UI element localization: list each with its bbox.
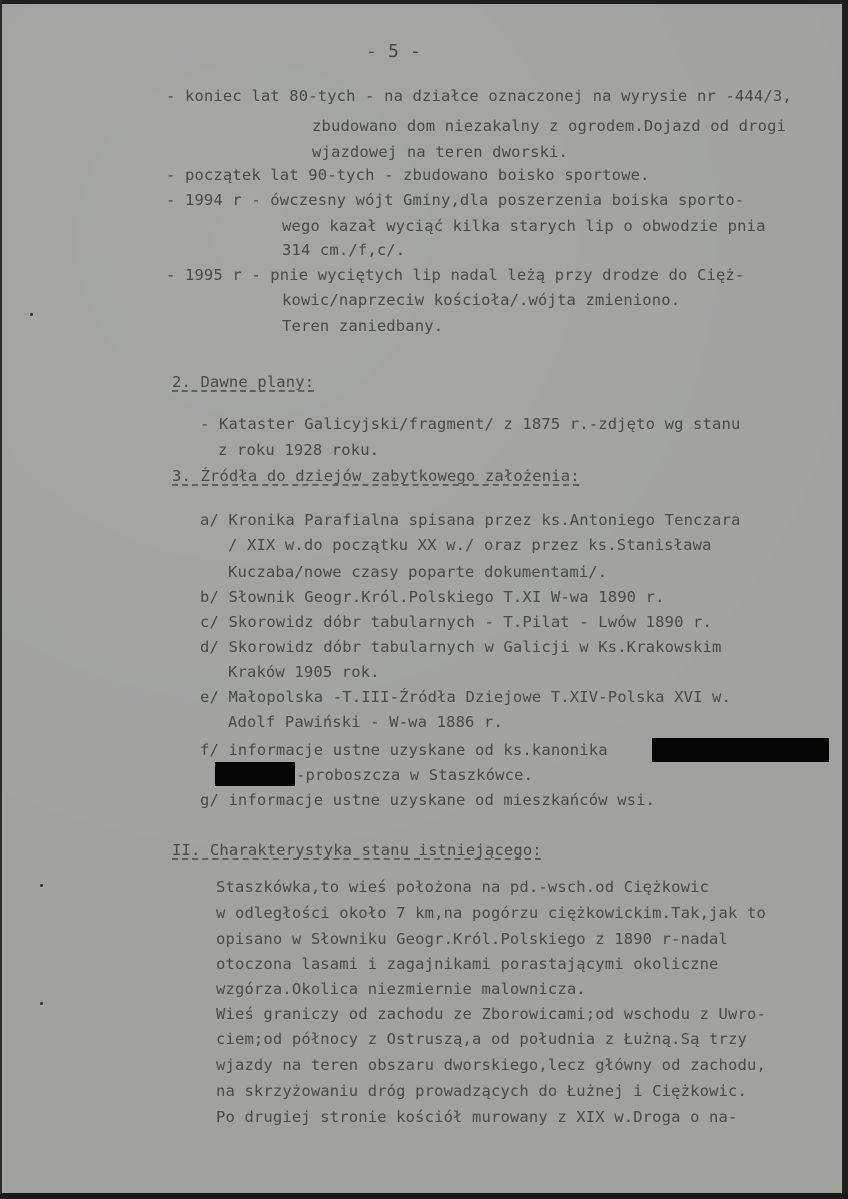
text-line: otoczona lasami i zagajnikami porastającymi okoliczne [216,955,719,973]
text-line: Staszkówka,to wieś położona na pd.-wsch.od Ciężkowic [216,878,710,896]
text-line: d/ Skorowidz dóbr tabularnych w Galicji w Ks.Krakowskim [200,638,722,656]
redaction-bar [652,738,829,762]
scan-speck [40,884,43,887]
text-line: - Kataster Galicyjski/fragment/ z 1875 r.-zdjęto wg stanu [200,415,741,433]
text-line: - początek lat 90-tych - zbudowano boisko sportowe. [166,166,650,184]
text-line: kowic/naprzeciw kościoła/.wójta zmieniono. [282,291,681,309]
scan-edge-right [842,0,848,1199]
text-line: w odległości około 7 km,na pogórzu ciężkowickim.Tak,jak to [216,904,766,922]
text-line: Teren zaniedbany. [282,317,444,335]
scan-edge-bottom [0,1193,848,1199]
text-line: - 1995 r - pnie wyciętych lip nadal leżą przy drodze do Cięż- [166,266,745,284]
section-heading: II. Charakterystyka stanu istniejącego: [172,841,542,859]
text-line: wzgórza.Okolica niezmiernie malownicza. [216,980,586,998]
text-line: a/ Kronika Parafialna spisana przez ks.Antoniego Tenczara [200,511,741,529]
text-line: Wieś graniczy od zachodu ze Zborowicami;od wschodu z Uwro- [216,1005,766,1023]
scan-speck [30,313,33,316]
text-line: wjazdy na teren obszaru dworskiego,lecz główny od zachodu, [216,1056,766,1074]
text-line: Kraków 1905 rok. [228,663,380,681]
text-line: / XIX w.do początku XX w./ oraz przez ks.Stanisława [228,536,712,554]
text-line: wjazdowej na teren dworski. [312,143,569,161]
text-line: Po drugiej stronie kościół murowany z XIX w.Droga o na- [216,1108,738,1126]
text-line: zbudowano dom niezakalny z ogrodem.Dojazd od drogi [312,117,787,135]
section-heading: 2. Dawne plany: [172,373,315,391]
text-line: c/ Skorowidz dóbr tabularnych - T.Pilat - Lwów 1890 r. [200,613,713,631]
text-line: Adolf Pawiński - W-wa 1886 r. [228,713,503,731]
text-line: - koniec lat 80-tych - na działce oznaczonej na wyrysie nr -444/3, [166,87,792,105]
text-line: g/ informacje ustne uzyskane od mieszkańców wsi. [200,791,656,809]
scan-edge-left [0,0,2,1199]
redaction-bar [215,762,295,786]
scan-speck [40,1002,43,1005]
text-line: Kuczaba/nowe czasy poparte dokumentami/. [228,563,608,581]
text-line: e/ Małopolska -T.III-Źródła Dziejowe T.XIV-Polska XVI w. [200,688,731,706]
text-line: f/ informacje ustne uzyskane od ks.kanonika [200,741,608,759]
section-heading: 3. Źródła do dziejów zabytkowego założenia: [172,467,580,485]
text-line: 314 cm./f,c/. [282,241,406,259]
text-line: wego kazał wyciąć kilka starych lip o obwodzie pnia [282,217,766,235]
page-number: - 5 - [366,41,421,62]
text-line: - 1994 r - ówczesny wójt Gminy,dla poszerzenia boiska sporto- [166,191,745,209]
text-line: b/ Słownik Geogr.Król.Polskiego T.XI W-wa 1890 r. [200,588,665,606]
text-line: opisano w Słowniku Geogr.Król.Polskiego z 1890 r-nadal [216,930,729,948]
scan-edge-top [0,0,848,4]
text-line: ciem;od północy z Ostruszą,a od południa z Łużną.Są trzy [216,1030,747,1048]
text-line: -proboszcza w Staszkówce. [296,766,534,784]
text-line: na skrzyżowaniu dróg prowadzących do Łużnej i Ciężkowic. [216,1082,747,1100]
text-line: z roku 1928 roku. [218,441,380,459]
